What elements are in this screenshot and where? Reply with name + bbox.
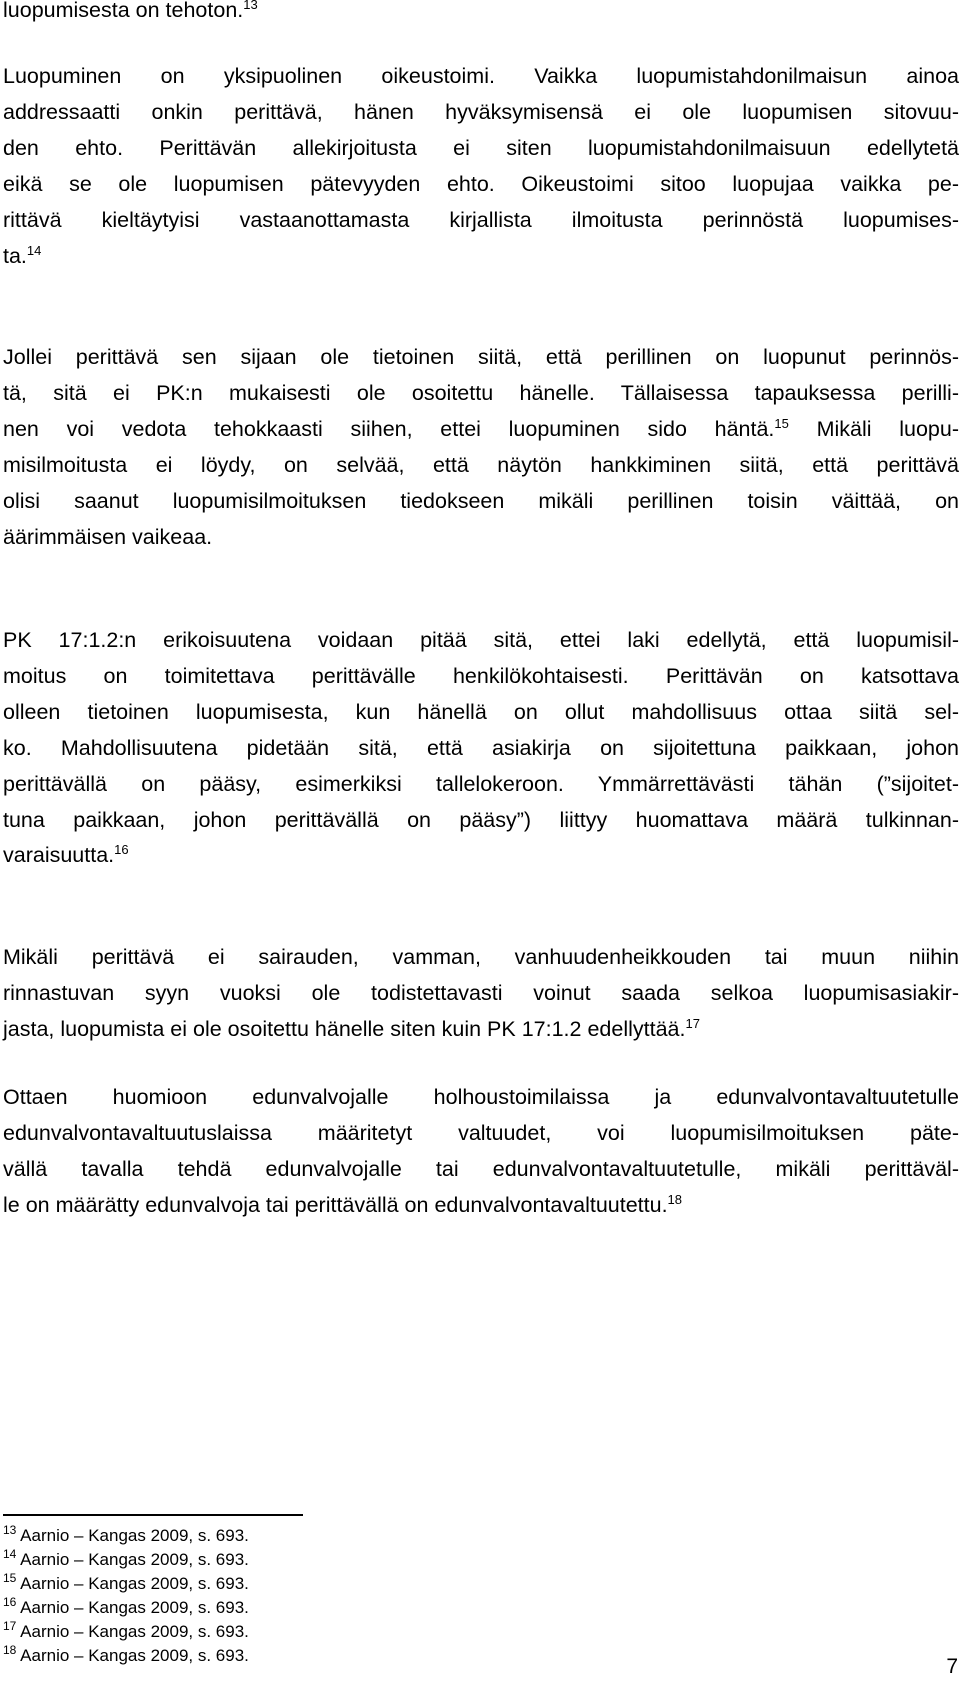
footnote-text: Aarnio – Kangas 2009, s. 693. [20,1598,249,1617]
footnote-text: Aarnio – Kangas 2009, s. 693. [20,1526,249,1545]
text-line: jasta, luopumista ei ole osoitettu hänelle siten kuin PK 17:1.2 edellyttää.$^{17}$ [3,1015,700,1041]
text-line: rittävä kieltäytyisi vastaanottamasta kirjallista ilmoitusta perinnöstä luopumises- [3,207,959,232]
text-line: luopumisesta on tehoton.$^{13}$ [3,0,959,29]
footnotes-list [3,1524,249,1668]
text-line: moitus on toimitettava perittävälle henkilökohtaisesti. Perittävän on katsottava [3,663,959,688]
footnote-text: Aarnio – Kangas 2009, s. 693. [20,1622,249,1641]
footnote-mark: 16 [3,1595,17,1609]
text-line: le on määrätty edunvalvoja tai perittävällä on edunvalvontavaltuutettu.$^{18}$ [3,1191,683,1217]
text-line: eikä se ole luopumisen pätevyyden ehto. Oikeustoimi sitoo luopujaa vaikka pe- [3,171,959,196]
footnote [3,1596,249,1620]
footnote [3,1644,249,1668]
text-line: varaisuutta.$^{16}$ [3,842,129,868]
footnote-reference[interactable]: 15 [774,415,789,431]
paragraph [3,623,959,874]
footnote [3,1620,249,1644]
footnote-mark: 15 [3,1571,17,1585]
text-line: misilmoitusta ei löydy, on selvää, että näytön hankkiminen siitä, että perittävä [3,452,959,477]
paragraph [3,940,959,1048]
footnote-mark: 14 [3,1547,17,1561]
footnote-text: Aarnio – Kangas 2009, s. 693. [20,1646,249,1665]
footnote-mark: 17 [3,1619,17,1633]
footnote-reference[interactable]: 16 [114,842,129,858]
text-line: nen voi vedota tehokkaasti siihen, ettei luopuminen sido häntä.$^{15}$ Mikäli luopu- [3,415,959,441]
text-line: ta.$^{14}$ [3,242,42,268]
paragraph [3,1080,959,1224]
paragraph [3,59,959,274]
footnote-separator [3,1514,303,1516]
text-line: tuna paikkaan, johon perittävällä on pääsy”) liittyy huomattava määrä tulkinnan- [3,807,959,832]
text-line: tä, sitä ei PK:n mukaisesti ole osoitettu hänelle. Tällaisessa tapauksessa perilli- [3,380,959,405]
text-line: olleen tietoinen luopumisesta, kun hänellä on ollut mahdollisuus ottaa siitä sel- [3,699,959,724]
footnote-reference[interactable]: 13 [243,0,258,12]
text-line: Ottaen huomioon edunvalvojalle holhoustoimilaissa ja edunvalvontavaltuutetulle [3,1085,959,1109]
footnote-mark: 13 [3,1523,17,1537]
paragraph [3,340,959,555]
text-line: Luopuminen on yksipuolinen oikeustoimi. Vaikka luopumistahdonilmaisun ainoa [3,64,959,88]
text-line: PK 17:1.2:n erikoisuutena voidaan pitää sitä, ettei laki edellytä, että luopumisil- [3,628,959,652]
footnote-text: Aarnio – Kangas 2009, s. 693. [20,1550,249,1569]
text-line: rinnastuvan syyn vuoksi ole todistettavasti voinut saada selkoa luopumisasiakir- [3,980,959,1005]
footnote-mark: 18 [3,1643,17,1657]
text-line: Jollei perittävä sen sijaan ole tietoinen siitä, että perillinen on luopunut perinnös- [3,345,959,369]
text-line: addressaatti onkin perittävä, hänen hyväksymisensä ei ole luopumisen sitovuu- [3,99,959,124]
page-number: 7 [946,1655,958,1678]
footnote-text: Aarnio – Kangas 2009, s. 693. [20,1574,249,1593]
footnote [3,1524,249,1548]
text-line: Mikäli perittävä ei sairauden, vamman, vanhuudenheikkouden tai muun niihin [3,945,959,969]
footnote-reference[interactable]: 17 [685,1015,700,1031]
text-line: vällä tavalla tehdä edunvalvojalle tai edunvalvontavaltuutetulle, mikäli perittäväl- [3,1156,959,1181]
footnote [3,1548,249,1572]
text-line: olisi saanut luopumisilmoituksen tiedokseen mikäli perillinen toisin väittää, on [3,488,959,513]
text-line: ko. Mahdollisuutena pidetään sitä, että asiakirja on sijoitettuna paikkaan, johon [3,735,959,760]
text-line: perittävällä on pääsy, esimerkiksi tallelokeroon. Ymmärrettävästi tähän (”sijoitet- [3,771,959,796]
text-line: äärimmäisen vaikeaa. [3,524,213,549]
footnote-reference[interactable]: 14 [26,242,42,258]
footnote [3,1572,249,1596]
text-line: den ehto. Perittävän allekirjoitusta ei siten luopumistahdonilmaisuun edellytetä [3,135,959,160]
paragraph [3,0,959,29]
footnote-reference[interactable]: 18 [667,1191,683,1207]
text-line: edunvalvontavaltuutuslaissa määritetyt valtuudet, voi luopumisilmoituksen päte- [3,1120,959,1145]
